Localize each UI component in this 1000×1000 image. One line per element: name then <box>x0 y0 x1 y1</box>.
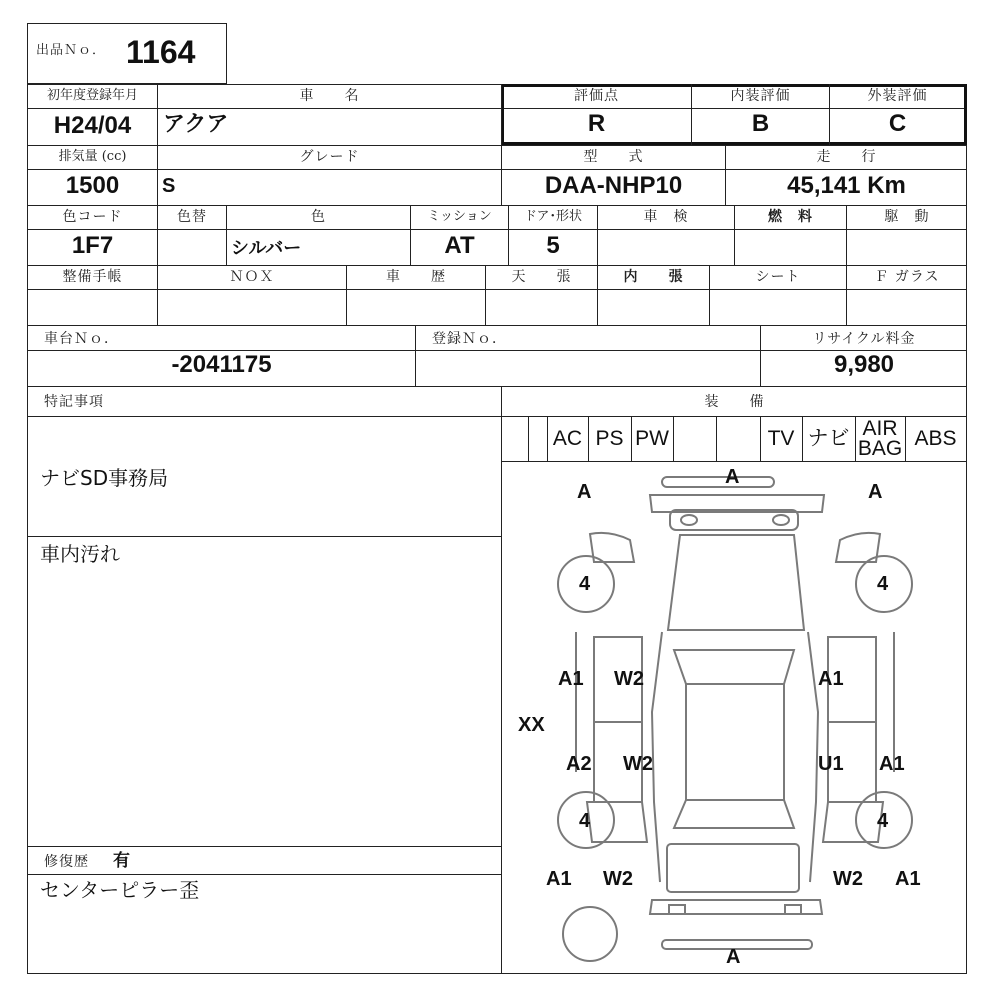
mission-value: AT <box>444 232 475 259</box>
mileage-label: 走 行 <box>816 149 877 165</box>
damage-front-left: A <box>577 481 592 503</box>
divider <box>631 417 632 461</box>
equipment-item <box>716 417 760 461</box>
exterior-grade-value: C <box>888 110 907 137</box>
damage-a1-right-front: A1 <box>818 668 844 690</box>
divider <box>673 417 674 461</box>
fuel-label: 燃 料 <box>768 209 813 225</box>
damage-front-top: A <box>725 466 740 488</box>
lot-label: 出品Ｎｏ． <box>36 43 107 58</box>
windshield <box>674 650 794 684</box>
tire-rr-value: 4 <box>877 810 889 832</box>
repair-detail: センターピラー歪 <box>40 878 200 902</box>
color-label: 色 <box>311 209 326 225</box>
chassis-number-value: -2041175 <box>171 351 272 378</box>
divider <box>27 386 967 387</box>
plate-right <box>785 905 801 914</box>
divider <box>588 417 589 461</box>
mileage-value: 45,141 Km <box>787 172 906 199</box>
damage-u1-right: U1 <box>818 753 844 775</box>
first-registration-value: H24/04 <box>53 112 132 139</box>
lot-number: 1164 <box>126 34 196 70</box>
damage-rear-bottom: A <box>726 946 741 968</box>
divider <box>802 417 803 461</box>
repair-history-label: 修復歴 <box>44 854 89 870</box>
equipment-item: AC <box>552 427 583 450</box>
interior-grade-value: B <box>751 110 770 137</box>
equipment-item: AIR BAG <box>857 417 903 460</box>
equipment-item <box>528 417 547 461</box>
divider <box>547 417 548 461</box>
damage-a1-left-front: A1 <box>558 668 584 690</box>
nox-label: ＮＯＸ <box>229 269 275 285</box>
maintenance-book-label: 整備手帳 <box>62 269 123 285</box>
recycle-fee-label: リサイクル料金 <box>812 331 916 347</box>
equipment-label: 装 備 <box>704 394 765 410</box>
model-value: DAA-NHP10 <box>544 172 683 199</box>
headlight-right <box>773 515 789 525</box>
rear-panel <box>650 900 822 914</box>
equipment-item: TV <box>767 427 795 450</box>
divider <box>528 417 529 461</box>
car-name-label: 車 名 <box>299 88 360 104</box>
displacement-value: 1500 <box>65 172 120 199</box>
rear-window <box>674 800 794 828</box>
divider <box>760 417 761 461</box>
damage-a2-left: A2 <box>566 753 592 775</box>
color-code-label: 色コード <box>62 209 123 225</box>
trunk <box>667 844 799 892</box>
notes-label: 特記事項 <box>44 394 104 410</box>
left-rear-fender <box>587 802 647 842</box>
grade-value: S <box>162 175 176 197</box>
notes-line-2: 車内汚れ <box>40 542 120 566</box>
damage-xx: XX <box>518 714 545 736</box>
damage-front-right: A <box>868 481 883 503</box>
score-value: R <box>587 110 606 137</box>
front-glass-label: Ｆ ガラス <box>874 269 940 285</box>
color-code-value: 1F7 <box>71 232 114 259</box>
divider <box>415 325 416 386</box>
model-label: 型 式 <box>583 149 644 165</box>
right-doors <box>828 637 876 802</box>
divider <box>27 536 502 537</box>
tire-fl-value: 4 <box>579 573 591 595</box>
equipment-item: ナビ <box>807 427 850 450</box>
divider <box>27 846 502 847</box>
headlight-left <box>681 515 697 525</box>
damage-w2-left-rear: W2 <box>603 868 633 890</box>
notes-line-1: ナビSD事務局 <box>40 466 169 490</box>
tire-rl-value: 4 <box>579 810 591 832</box>
repair-history-value: 有 <box>113 851 130 870</box>
damage-a1-right-mid: A1 <box>879 753 905 775</box>
recycle-fee-value: 9,980 <box>833 351 895 378</box>
damage-w2-left-front: W2 <box>614 668 644 690</box>
damage-w2-left-mid: W2 <box>623 753 653 775</box>
divider <box>27 289 967 290</box>
seat-label: シート <box>755 269 801 285</box>
exterior-grade-label: 外装評価 <box>867 88 928 104</box>
interior-panel-label: 内 張 <box>623 269 684 285</box>
interior-grade-label: 内装評価 <box>730 88 791 104</box>
roof-liner-label: 天 張 <box>511 269 572 285</box>
right-rear-fender <box>823 802 883 842</box>
divider <box>855 417 856 461</box>
door-value: 5 <box>546 232 560 259</box>
registration-number-label: 登録Ｎｏ． <box>432 331 507 347</box>
equipment-item: PW <box>635 427 669 450</box>
tire-fr-value: 4 <box>877 573 889 595</box>
score-label: 評価点 <box>574 88 619 104</box>
equipment-item: ABS <box>914 427 957 450</box>
color-value: シルバー <box>231 238 302 258</box>
door-label: ドア･形状 <box>523 209 583 224</box>
equipment-item <box>673 417 716 461</box>
car-name-value: アクア <box>163 111 229 136</box>
first-registration-label: 初年度登録年月 <box>46 88 138 103</box>
equipment-item: PS <box>595 427 624 450</box>
history-label: 車 歴 <box>386 269 446 285</box>
plate-left <box>669 905 685 914</box>
left-doors <box>594 637 642 802</box>
hood <box>668 535 804 630</box>
mission-label: ミッション <box>427 209 492 224</box>
recolor-label: 色替 <box>177 209 207 225</box>
front-bumper <box>662 477 774 487</box>
inspection-label: 車 検 <box>643 209 689 225</box>
divider <box>966 417 967 461</box>
displacement-label: 排気量 (cc) <box>58 149 127 164</box>
car-diagram <box>502 462 967 974</box>
divider <box>716 417 717 461</box>
grade-label: グレード <box>299 149 360 165</box>
damage-w2-right-rear: W2 <box>833 868 863 890</box>
drive-label: 駆 動 <box>884 209 930 225</box>
divider <box>905 417 906 461</box>
divider <box>27 325 967 326</box>
damage-a1-right-rear: A1 <box>895 868 921 890</box>
roof <box>686 684 784 800</box>
spare-tire-circle <box>563 907 617 961</box>
chassis-number-label: 車台Ｎｏ． <box>44 331 119 347</box>
damage-a1-left-rear: A1 <box>546 868 572 890</box>
